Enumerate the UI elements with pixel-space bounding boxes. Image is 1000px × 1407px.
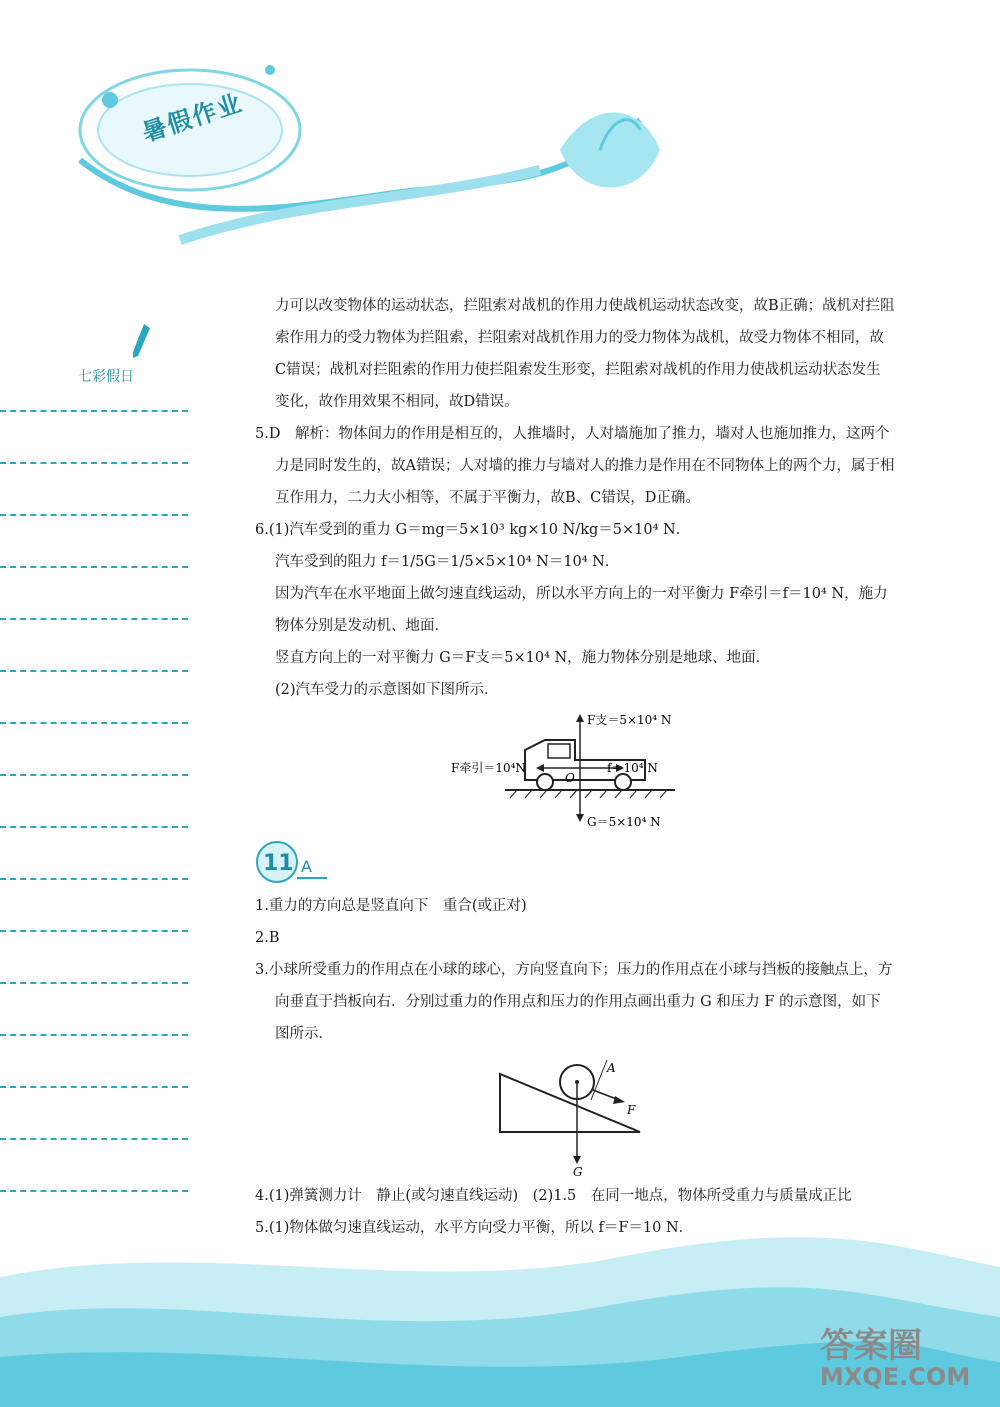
answer-6-5: (2)汽车受力的示意图如下图所示． [275, 682, 499, 698]
watermark-line2: MXQE.COM [820, 1363, 971, 1391]
gravity-label: G＝5×10⁴ N [587, 815, 661, 828]
answer-11a-4: 4.(1)弹簧测力计 静止(或匀速直线运动) (2)1.5 在同一地点，物体所受重力与质量成正比 [255, 1188, 852, 1204]
ball-force-diagram [255, 1054, 895, 1176]
force-up-label: F支＝5×10⁴ N [587, 713, 672, 727]
answer-6-3: 因为汽车在水平地面上做匀速直线运动，所以水平方向上的一对平衡力 F牵引＝f＝10⁴ N，施力物体分别是发动机、地面． [275, 586, 888, 634]
answer-6-1: 6.(1)汽车受到的重力 G＝mg＝5×10³ kg×10 N/kg＝5×10⁴ N． [255, 522, 691, 538]
force-left-label: F牵引＝10⁴N [451, 761, 526, 775]
answer-6-4: 竖直方向上的一对平衡力 G＝F支＝5×10⁴ N，施力物体分别是地球、地面． [275, 650, 771, 666]
section-number: 11 [263, 851, 294, 876]
pen-icon [130, 322, 152, 362]
answer-11a-2: 2.B [255, 930, 280, 946]
section-letter: A [301, 857, 312, 876]
answer-11a-5: 5.(1)物体做匀速直线运动，水平方向受力平衡，所以 f＝F＝10 N． [255, 1220, 694, 1236]
answer-11a-3: 3.小球所受重力的作用点在小球的球心，方向竖直向下；压力的作用点在小球与挡板的接触点上，方向垂直于挡板向右．分别过重力的作用点和压力的作用点画出重力 G 和压力 F 的示意图，如下图所示． [255, 962, 893, 1042]
answer-11a-1: 1.重力的方向总是竖直向下 重合(或正对) [255, 898, 527, 914]
ball-label-g: G [573, 1165, 583, 1176]
answer-5: 5.D 解析：物体间力的作用是相互的，人推墙时，人对墙施加了推力，墙对人也施加推力，这两个力是同时发生的，故A错误；人对墙的推力与墙对人的推力是作用在不同物体上的两个力，属于相互作用力，二力大小相等，不属于平衡力，故B、C错误，D正确。 [255, 426, 895, 506]
origin-label: O [565, 771, 575, 785]
sidebar-label: 七彩假日 [78, 369, 134, 385]
answer-content [255, 290, 895, 1244]
banner-title: 暑假作业 [138, 88, 247, 148]
section-badge [255, 838, 895, 886]
watermark-line1: 答案圈 [820, 1326, 922, 1366]
answer-6-2: 汽车受到的阻力 f＝1/5G＝1/5×5×10⁴ N＝10⁴ N． [275, 554, 620, 570]
ball-label-f: F [627, 1103, 636, 1117]
note-lines [0, 410, 192, 1242]
prev-answer-continuation: 力可以改变物体的运动状态，拦阻索对战机的作用力使战机运动状态改变，故B正确；战机对拦阻索作用力的受力物体为拦阻索，拦阻索对战机作用力的受力物体为战机，故受力物体不相同，故C错误；战机对拦阻索的作用力使拦阻索发生形变，拦阻索对战机的作用力使战机运动状态发生变化，故作用效果不相同，故D错误。 [275, 298, 895, 410]
car-force-diagram [255, 710, 895, 828]
ball-label-a: A [607, 1061, 616, 1075]
watermark [820, 1318, 970, 1391]
force-right-label: f＝10⁴ N [607, 761, 658, 775]
